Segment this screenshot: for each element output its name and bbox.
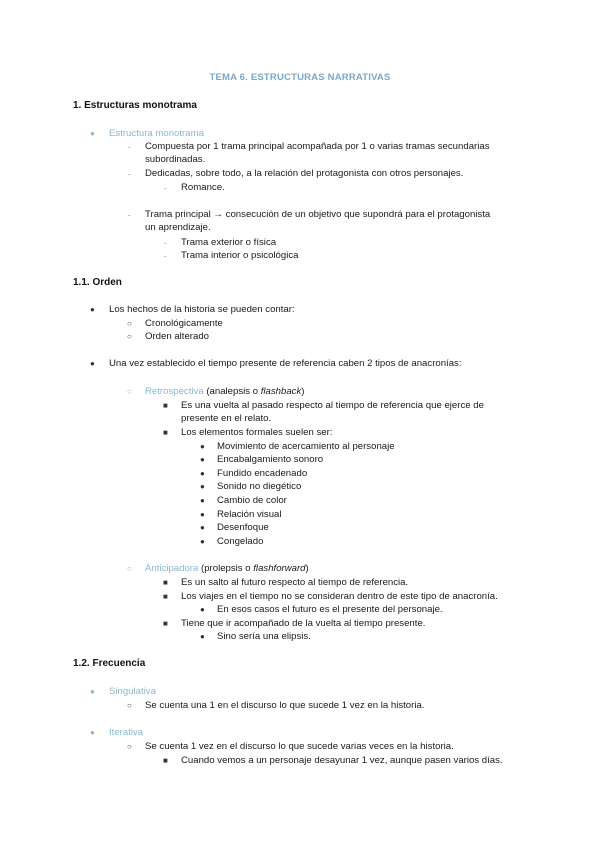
section-heading-1: 1. Estructuras monotrama xyxy=(73,100,197,111)
bullet-dot: ● xyxy=(90,359,95,368)
text-compuesta: Compuesta por 1 trama principal acompañada por 1 o varias tramas secundarias xyxy=(145,141,490,152)
bullet-dot: ● xyxy=(90,687,95,696)
bullet-square: ■ xyxy=(163,401,168,410)
text-orden-alterado: Orden alterado xyxy=(145,331,209,342)
bullet-small: . xyxy=(164,182,167,191)
bullet-dot: ● xyxy=(200,605,205,614)
text-esos-casos: En esos casos el futuro es el presente del personaje. xyxy=(217,604,443,615)
bullet-dot: ● xyxy=(200,482,205,491)
bullet-square: ■ xyxy=(163,619,168,628)
text-salto-futuro: Es un salto al futuro respecto al tiempo de referencia. xyxy=(181,577,409,588)
text-anticipadora xyxy=(145,563,309,575)
element-item: Sonido no diegético xyxy=(217,481,302,492)
bullet-dot: ● xyxy=(200,469,205,478)
bullet-dot: ● xyxy=(90,728,95,737)
bullet-small: . xyxy=(164,237,167,246)
text-trama-principal: Trama principal → consecución de un objetivo que supondrá para el protagonista xyxy=(145,209,491,220)
bullet-square: ■ xyxy=(163,578,168,587)
text-desayunar: Cuando vemos a un personaje desayunar 1 vez, aunque pasen varios días. xyxy=(181,755,503,766)
bullet-dot: ● xyxy=(90,129,95,138)
element-item: Congelado xyxy=(217,536,264,547)
retro-flashback: flashback xyxy=(260,386,302,397)
bullet-square: ■ xyxy=(163,428,168,437)
retro-paren-open: (analepsis o xyxy=(203,386,261,397)
bullet-dot: ● xyxy=(200,442,205,451)
text-iterativa-def: Se cuenta 1 vez en el discurso lo que sucede varias veces en la historia. xyxy=(145,741,454,752)
bullet-small: . xyxy=(164,250,167,259)
page-title: TEMA 6. ESTRUCTURAS NARRATIVAS xyxy=(209,72,391,83)
element-item: Desenfoque xyxy=(217,522,269,533)
bullet-circle: ○ xyxy=(127,387,132,396)
bullet-circle: ○ xyxy=(127,564,132,573)
antic-paren-close: ) xyxy=(305,563,309,574)
item-iterativa: Iterativa xyxy=(109,727,144,738)
section-heading-1-2: 1.2. Frecuencia xyxy=(73,658,146,669)
text-trama-interior: Trama interior o psicológica xyxy=(181,250,299,261)
text-dedicadas: Dedicadas, sobre todo, a la relación del protagonista con otros personajes. xyxy=(145,168,464,179)
text-vuelta-pasado: Es una vuelta al pasado respecto al tiempo de referencia que ejerce de xyxy=(181,400,484,411)
text-romance: Romance. xyxy=(181,182,225,193)
text-trama-exterior: Trama exterior o física xyxy=(181,237,277,248)
bullet-dot: ● xyxy=(200,510,205,519)
section-heading-1-1: 1.1. Orden xyxy=(73,277,122,288)
bullet-small: . xyxy=(128,168,131,177)
item-estructura-monotrama: Estructura monotrama xyxy=(109,128,204,139)
text-viajes-tiempo: Los viajes en el tiempo no se consideran dentro de este tipo de anacronía. xyxy=(181,591,498,602)
text-aprendizaje: un aprendizaje. xyxy=(145,222,211,233)
bullet-square: ■ xyxy=(163,756,168,765)
retrospectiva-label: Retrospectiva xyxy=(145,386,204,397)
bullet-small: . xyxy=(128,141,131,150)
text-presente-relato: presente en el relato. xyxy=(181,413,272,424)
item-singulativa: Singulativa xyxy=(109,686,156,697)
bullet-circle: ○ xyxy=(127,701,132,710)
text-una-vez: Una vez establecido el tiempo presente de referencia caben 2 tipos de anacronías: xyxy=(109,358,462,369)
element-item: Cambio de color xyxy=(217,495,287,506)
bullet-circle: ○ xyxy=(127,319,132,328)
text-subordinadas: subordinadas. xyxy=(145,154,206,165)
antic-paren-open: (prolepsis o xyxy=(198,563,254,574)
element-item: Fundido encadenado xyxy=(217,468,308,479)
bullet-dot: ● xyxy=(200,523,205,532)
antic-flashforward: flashforward xyxy=(253,563,306,574)
text-hechos: Los hechos de la historia se pueden contar: xyxy=(109,304,295,315)
bullet-dot: ● xyxy=(200,455,205,464)
element-item: Encabalgamiento sonoro xyxy=(217,454,324,465)
bullet-circle: ○ xyxy=(127,332,132,341)
text-retrospectiva xyxy=(145,386,304,398)
bullet-small: . xyxy=(128,209,131,218)
retro-paren-close: ) xyxy=(301,386,305,397)
bullet-square: ■ xyxy=(163,592,168,601)
element-item: Movimiento de acercamiento al personaje xyxy=(217,441,395,452)
text-singulativa-def: Se cuenta una 1 en el discurso lo que sucede 1 vez en la historia. xyxy=(145,700,425,711)
bullet-dot: ● xyxy=(200,496,205,505)
element-item: Relación visual xyxy=(217,509,282,520)
text-cronologicamente: Cronológicamente xyxy=(145,318,223,329)
bullet-circle: ○ xyxy=(127,742,132,751)
bullet-dot: ● xyxy=(200,537,205,546)
bullet-dot: ● xyxy=(90,305,95,314)
text-sino-elipsis: Sino sería una elipsis. xyxy=(217,631,311,642)
text-tiene-que-ir: Tiene que ir acompañado de la vuelta al tiempo presente. xyxy=(181,618,426,629)
bullet-dot: ● xyxy=(200,632,205,641)
anticipadora-label: Anticipadora xyxy=(145,563,199,574)
text-elementos-formales: Los elementos formales suelen ser: xyxy=(181,427,333,438)
